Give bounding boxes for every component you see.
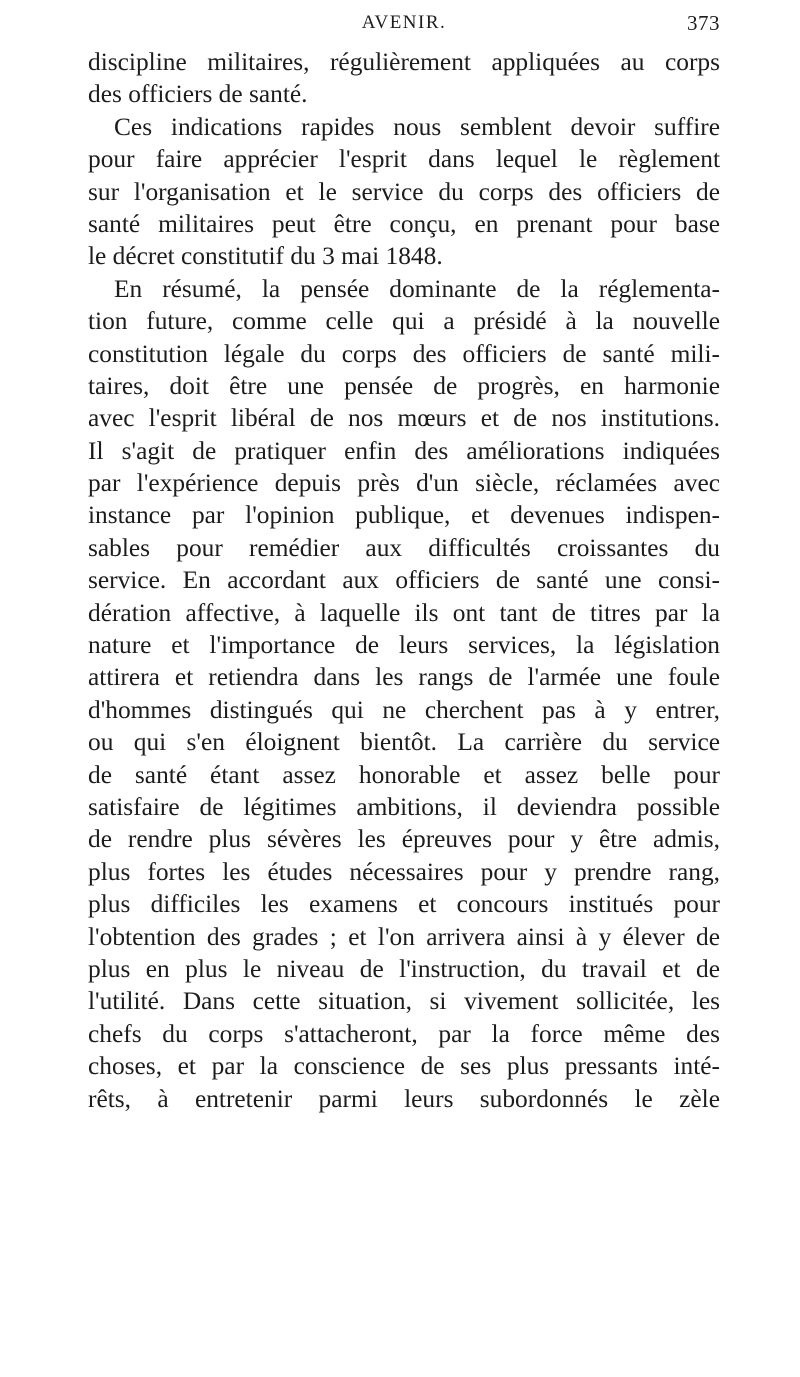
text-line: Il s'agit de pratiquer enfin des améliorations indiquées (88, 436, 720, 465)
text-line: le décret constitutif du 3 mai 1848. (88, 242, 443, 271)
body-text (88, 46, 720, 1115)
text-line: plus fortes les études nécessaires pour y prendre rang, (88, 857, 720, 886)
text-line: tion future, comme celle qui a présidé à la nouvelle (88, 307, 720, 336)
text-line: nature et l'importance de leurs services, la législation (88, 631, 720, 660)
text-line: service. En accordant aux officiers de santé une consi- (88, 566, 720, 595)
text-line: choses, et par la conscience de ses plus pressants inté- (88, 1052, 720, 1081)
text-line: avec l'esprit libéral de nos mœurs et de nos institutions. (88, 404, 720, 433)
text-line: dération affective, à laquelle ils ont tant de titres par la (88, 598, 720, 627)
text-line: d'hommes distingués qui ne cherchent pas à y entrer, (88, 695, 720, 724)
text-line: de santé étant assez honorable et assez belle pour (88, 760, 720, 789)
text-line: chefs du corps s'attacheront, par la force même des (88, 1019, 720, 1048)
text-line: discipline militaires, régulièrement appliquées au corps (88, 48, 720, 76)
text-line: Ces indications rapides nous semblent devoir suffire (114, 112, 720, 141)
text-line: sur l'organisation et le service du corps des officiers de (88, 177, 720, 206)
page-number: 373 (687, 11, 720, 35)
text-line: pour faire apprécier l'esprit dans lequel le règlement (88, 145, 720, 174)
text-line: de rendre plus sévères les épreuves pour y être admis, (88, 825, 720, 854)
text-line: plus difficiles les examens et concours institués pour (88, 890, 720, 919)
text-line: l'utilité. Dans cette situation, si vivement sollicitée, les (88, 987, 720, 1016)
text-line: rêts, à entretenir parmi leurs subordonnés le zèle (88, 1084, 720, 1113)
text-line: des officiers de santé. (88, 80, 308, 109)
text-line: plus en plus le niveau de l'instruction, du travail et de (88, 954, 720, 983)
text-line: taires, doit être une pensée de progrès, en harmonie (88, 371, 720, 400)
running-title: AVENIR. (361, 12, 447, 33)
text-line: l'obtention des grades ; et l'on arrivera ainsi à y élever de (88, 922, 720, 951)
text-line: ou qui s'en éloignent bientôt. La carrière du service (88, 728, 720, 757)
text-line: par l'expérience depuis près d'un siècle, réclamées avec (88, 469, 720, 498)
text-line: instance par l'opinion publique, et devenues indispen- (88, 501, 720, 530)
text-line: En résumé, la pensée dominante de la réglementa- (114, 274, 720, 303)
text-line: satisfaire de légitimes ambitions, il deviendra possible (88, 792, 720, 821)
text-line: sables pour remédier aux difficultés croissantes du (88, 533, 720, 562)
text-line: santé militaires peut être conçu, en prenant pour base (88, 209, 720, 238)
running-head (88, 9, 720, 45)
text-line: attirera et retiendra dans les rangs de l'armée une foule (88, 663, 720, 692)
text-line: constitution légale du corps des officiers de santé mili- (88, 339, 720, 368)
